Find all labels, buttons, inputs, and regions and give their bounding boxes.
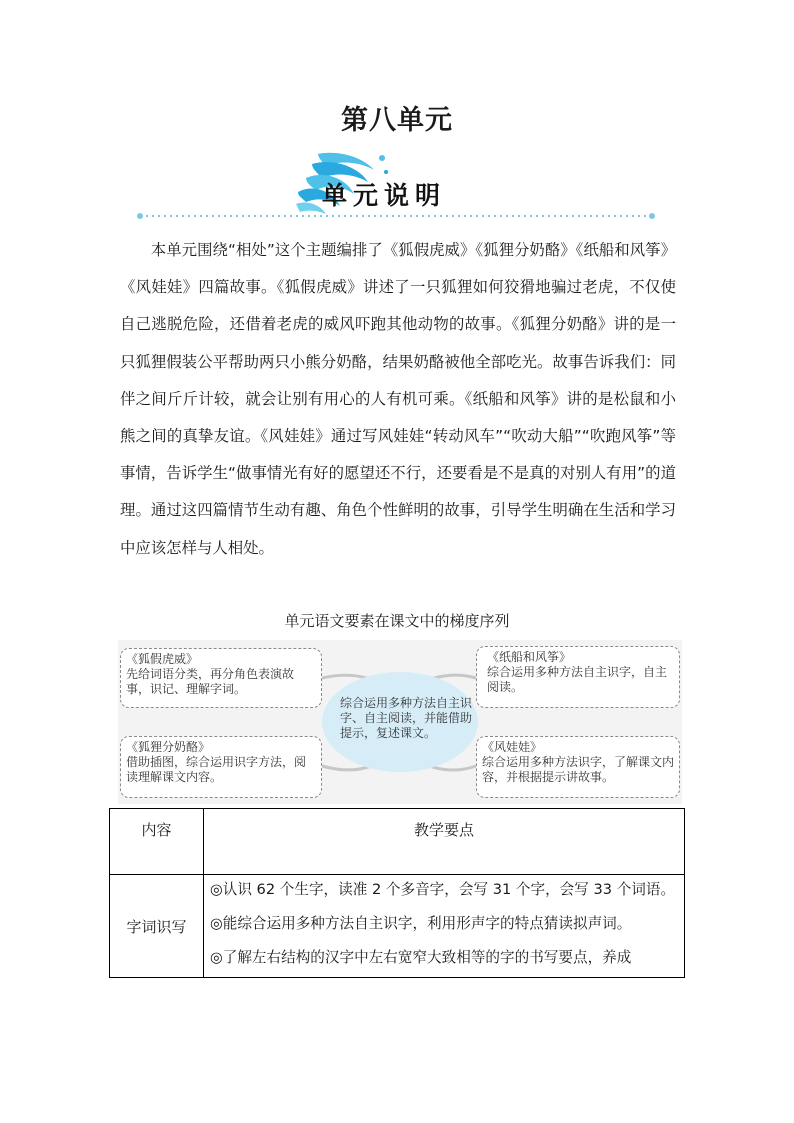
row-items [204, 875, 685, 978]
box-title: 《狐狸分奶酪》 [126, 740, 211, 754]
header-teaching-points: 教学要点 [204, 809, 685, 875]
diagram-box-fenlao [120, 736, 322, 798]
banner-title: 单元说明 [322, 181, 447, 210]
box-text: 先给词语分类，再分角色表演故事，识记、理解字词。 [126, 667, 295, 696]
intro-paragraph: 本单元围绕“相处”这个主题编排了《狐假虎威》《狐狸分奶酪》《纸船和风筝》《风娃娃》四篇故事。《狐假虎威》讲述了一只狐狸如何狡猾地骗过老虎，不仅使自己逃脱危险，还借着老虎的威风吓跑其他动物的故事。《狐狸分奶酪》讲的是一只狐狸假装公平帮助两只小熊分奶酪，结果奶酪被他全部吃光。故事告诉我们：同伴之间斤斤计较，就会让别有用心的人有机可乘。《纸船和风筝》讲的是松鼠和小熊之间的真挚友谊。《风娃娃》通过写风娃娃“转动风车”“吹动大船”“吹跑风筝”等事情，告诉学生“做事情光有好的愿望还不行，还要看是不是真的对别人有用”的道理。通过这四篇情节生动有趣、角色个性鲜明的故事，引导学生明确在生活和学习中应该怎样与人相处。 [120, 241, 676, 557]
teaching-point: ◎了解左右结构的汉字中左右宽窄大致相等的字的书写要点，养成 [210, 949, 632, 966]
table-header-row [110, 809, 685, 875]
box-title: 《狐假虎威》 [126, 652, 199, 666]
diagram-box-fengwawa [476, 736, 680, 798]
table-row [110, 875, 685, 978]
diagram-center-text: 综合运用多种方法自主识字、自主阅读，并能借助提示，复述课文。 [340, 696, 473, 740]
intro-section [120, 232, 676, 567]
diagram-box-hujiahuwei [120, 648, 322, 708]
box-text: 综合运用多种方法自主识字，自主阅读。 [487, 665, 668, 694]
teaching-point: ◎认识 62 个生字，读准 2 个多音字，会写 31 个字，会写 33 个词语。 [210, 881, 676, 898]
section-banner [136, 150, 658, 225]
box-title: 《纸船和风筝》 [487, 650, 572, 664]
diagram-box-zhichuan [476, 646, 680, 708]
row-category: 字词识写 [110, 875, 204, 978]
box-title: 《风娃娃》 [482, 740, 543, 754]
box-text: 借助插图，综合运用识字方法，阅读理解课文内容。 [126, 755, 307, 784]
page-title: 第八单元 [341, 105, 453, 136]
teaching-point: ◎能综合运用多种方法自主识字，利用形声字的特点猜读拟声词。 [210, 915, 632, 932]
box-text: 综合运用多种方法识字，了解课文内容，并根据提示讲故事。 [482, 755, 675, 784]
teaching-points-table [109, 808, 685, 978]
gradient-diagram [118, 640, 682, 804]
diagram-title: 单元语文要素在课文中的梯度序列 [284, 612, 510, 630]
header-content: 内容 [110, 809, 204, 875]
